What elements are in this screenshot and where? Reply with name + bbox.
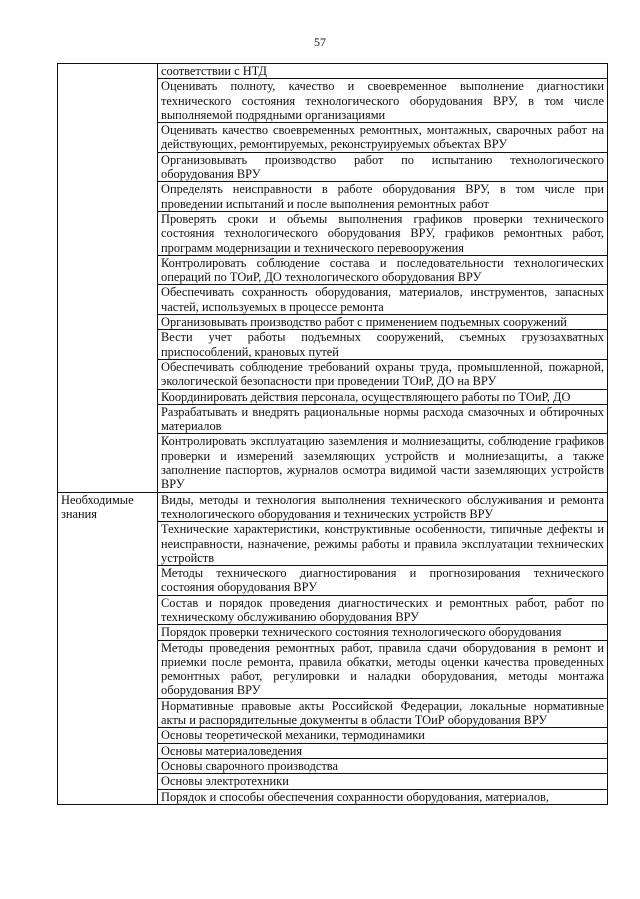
table-cell: Контролировать эксплуатацию заземления и молниезащиты, соблюдение графиков проверки и измерений заземляющих устройств и молниезащиты, а также заполнение паспортов, журналов осмотра видимой части заземляющих устройств ВРУ [158, 434, 608, 492]
table-cell: Методы технического диагностирования и прогнозирования технического состояния оборудования ВРУ [158, 566, 608, 596]
table-cell: Основы материаловедения [158, 743, 608, 758]
table-cell: соответствии с НТД [158, 64, 608, 79]
table-cell: Основы теоретической механики, термодинамики [158, 728, 608, 743]
table-cell: Состав и порядок проведения диагностических и ремонтных работ, работ по техническому обслуживанию оборудования ВРУ [158, 595, 608, 625]
table-row [58, 492, 608, 522]
table-cell: Определять неисправности в работе оборудования ВРУ, в том числе при проведении испытаний и после выполнения ремонтных работ [158, 182, 608, 212]
table-cell: Разрабатывать и внедрять рациональные нормы расхода смазочных и обтирочных материалов [158, 404, 608, 434]
table-cell: Контролировать соблюдение состава и последовательности технологических операций по ТОиР, ДО технологического оборудования ВРУ [158, 255, 608, 285]
table-cell: Оценивать полноту, качество и своевременное выполнение диагностики технического состояния технологического оборудования ВРУ, в том числе выполняемой подрядными организациями [158, 79, 608, 123]
table-cell: Порядок и способы обеспечения сохранности оборудования, материалов, [158, 789, 608, 804]
table-cell: Нормативные правовые акты Российской Федерации, локальные нормативные акты и распорядительные документы в области ТОиР оборудования ВРУ [158, 698, 608, 728]
table-cell: Основы электротехники [158, 774, 608, 789]
table-cell: Организовывать производство работ с применением подъемных сооружений [158, 315, 608, 330]
table-cell: Оценивать качество своевременных ремонтных, монтажных, сварочных работ на действующих, ремонтируемых, реконструируемых объектах ВРУ [158, 123, 608, 153]
table-cell: Методы проведения ремонтных работ, правила сдачи оборудования в ремонт и приемки после ремонта, правила обкатки, методы оценки качества проведенных ремонтных работ, регулировки и наладки оборудования, методы монтажа оборудования ВРУ [158, 640, 608, 698]
skills-label-cell [58, 64, 158, 493]
table-cell: Технические характеристики, конструктивные особенности, типичные дефекты и неисправности, назначение, режимы работы и правила эксплуатации технических устройств [158, 522, 608, 566]
table-cell: Координировать действия персонала, осуществляющего работы по ТОиР, ДО [158, 389, 608, 404]
table-cell: Организовывать производство работ по испытанию технологического оборудования ВРУ [158, 152, 608, 182]
competency-table [57, 63, 608, 805]
page-number: 57 [314, 35, 326, 49]
table-cell: Обеспечивать соблюдение требований охраны труда, промышленной, пожарной, экологической безопасности при проведении ТОиР, ДО на ВРУ [158, 359, 608, 389]
table-cell: Обеспечивать сохранность оборудования, материалов, инструментов, запасных частей, используемых в процессе ремонта [158, 285, 608, 315]
table-cell: Основы сварочного производства [158, 758, 608, 773]
table-cell: Виды, методы и технология выполнения технического обслуживания и ремонта технологического оборудования и технических устройств ВРУ [158, 492, 608, 522]
table-cell: Вести учет работы подъемных сооружений, съемных грузозахватных приспособлений, крановых путей [158, 330, 608, 360]
knowledge-label: Необходимые знания [58, 492, 158, 804]
table-row [58, 64, 608, 79]
table-cell: Порядок проверки технического состояния технологического оборудования [158, 625, 608, 640]
table-cell: Проверять сроки и объемы выполнения графиков проверки технического состояния технологического оборудования ВРУ, графиков ремонтных работ, программ модернизации и технического перевооружения [158, 211, 608, 255]
